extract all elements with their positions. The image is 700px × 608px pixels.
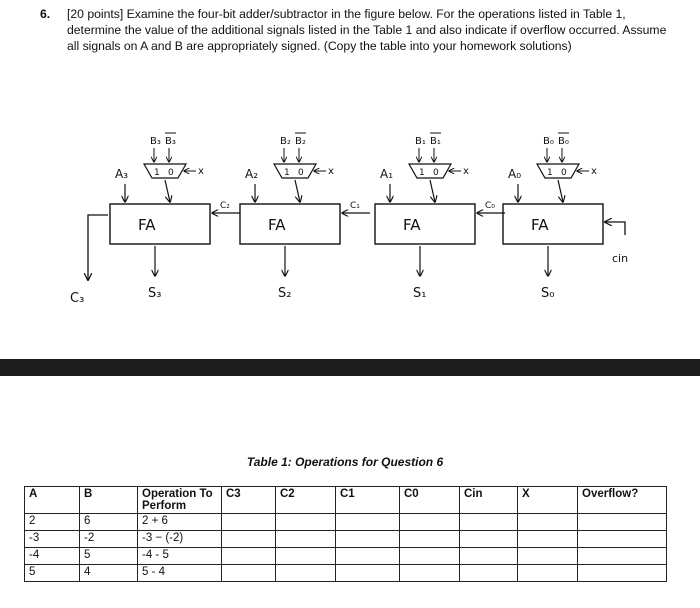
table-cell[interactable] [400,565,460,582]
table-header-cell: Cin [460,487,518,514]
table-cell[interactable] [276,565,336,582]
mux-3-select-label: x [198,166,204,177]
mux-1-in0-label: 1 [419,168,425,178]
input-a3-label: A₃ [115,167,129,181]
table-cell: 6 [80,514,138,531]
question-block [40,6,680,54]
cin-wire [605,222,625,235]
question-number: 6. [40,7,51,21]
table-header-cell: X [518,487,578,514]
full-adder-label-3: FA [138,216,156,234]
section-divider [0,359,700,376]
mux-3-in1-label: 0 [168,168,174,178]
table-cell[interactable] [518,531,578,548]
table-cell: 2 + 6 [138,514,222,531]
table-cell[interactable] [460,531,518,548]
carry-0-label: C₀ [485,201,495,211]
table-cell[interactable] [460,514,518,531]
table-cell[interactable] [222,565,276,582]
sum-1-label: S₁ [413,286,427,301]
table-cell[interactable] [222,531,276,548]
table-cell[interactable] [336,531,400,548]
operations-table [24,486,667,582]
table-cell[interactable] [276,548,336,565]
mux-1-in1-label: 0 [433,168,439,178]
full-adder-2 [240,204,340,244]
full-adder-1 [375,204,475,244]
table-cell: -4 [25,548,80,565]
mux-1-out-arrow [430,180,435,202]
input-a2-label: A₂ [245,167,259,181]
mux-2-in0-label: 1 [284,168,290,178]
mux-2-select-label: x [328,166,334,177]
table-cell: 4 [80,565,138,582]
input-b2-bar-label: B₂ [295,136,306,147]
input-b0-bar-label: B₀ [558,136,569,147]
table-cell: 5 - 4 [138,565,222,582]
table-cell[interactable] [578,531,667,548]
table-header-cell: B [80,487,138,514]
table-row [25,514,667,531]
table-header-cell: C2 [276,487,336,514]
table-header-cell: C1 [336,487,400,514]
table-cell: -2 [80,531,138,548]
table-cell[interactable] [578,514,667,531]
table-header-cell: Overflow? [578,487,667,514]
full-adder-label-1: FA [403,216,421,234]
table-cell[interactable] [336,514,400,531]
mux-3 [144,164,186,178]
table-cell[interactable] [518,548,578,565]
table-header-cell: Operation To Perform [138,487,222,514]
table-cell: -3 − (-2) [138,531,222,548]
table-header-cell: A [25,487,80,514]
question-text: [20 points] Examine the four-bit adder/subtractor in the figure below. For the operations listed in Table 1, determine the value of the additional signals listed in the Table 1 and also indicate if overflow occurred. Assume all signals on A and B are appropriately signed. (Copy the table into your homework solutions) [67,7,667,53]
table-cell[interactable] [336,548,400,565]
input-b0-label: B₀ [543,136,554,147]
table-cell[interactable] [336,565,400,582]
sum-0-label: S₀ [541,286,555,301]
mux-2 [274,164,316,178]
cin-label: cin [612,252,629,265]
mux-3-out-arrow [165,180,170,202]
sum-3-label: S₃ [148,286,162,301]
table-row [25,548,667,565]
full-adder-label-2: FA [268,216,286,234]
input-b3-bar-label: B₃ [165,136,176,147]
mux-3-in0-label: 1 [154,168,160,178]
full-adder-0 [503,204,603,244]
table-cell[interactable] [222,514,276,531]
table-header-cell: C0 [400,487,460,514]
carry-out-label: C₃ [70,291,85,306]
table-cell[interactable] [578,565,667,582]
table-header-row [25,487,667,514]
mux-1-select-label: x [463,166,469,177]
table-cell: 5 [80,548,138,565]
table-cell[interactable] [276,514,336,531]
carry-out-wire [88,215,108,280]
table-row [25,531,667,548]
table-cell[interactable] [400,548,460,565]
mux-0 [537,164,579,178]
table-cell[interactable] [400,531,460,548]
table-header-cell: C3 [222,487,276,514]
mux-2-in1-label: 0 [298,168,304,178]
table-row [25,565,667,582]
full-adder-3 [110,204,210,244]
table-cell[interactable] [518,565,578,582]
carry-1-label: C₁ [350,201,360,211]
input-b3-label: B₃ [150,136,161,147]
table-cell[interactable] [578,548,667,565]
table-cell[interactable] [460,548,518,565]
input-a0-label: A₀ [508,167,522,181]
full-adder-label-0: FA [531,216,549,234]
input-b1-label: B₁ [415,136,426,147]
mux-0-out-arrow [558,180,563,202]
mux-0-in0-label: 1 [547,168,553,178]
input-b2-label: B₂ [280,136,291,147]
table-cell[interactable] [460,565,518,582]
table-cell[interactable] [222,548,276,565]
carry-2-label: C₂ [220,201,230,211]
table-cell: -4 - 5 [138,548,222,565]
table-cell: 5 [25,565,80,582]
table-cell[interactable] [276,531,336,548]
table-caption: Table 1: Operations for Question 6 [246,455,444,469]
mux-1 [409,164,451,178]
input-a1-label: A₁ [380,167,394,181]
mux-2-out-arrow [295,180,300,202]
input-b1-bar-label: B₁ [430,136,441,147]
mux-0-select-label: x [591,166,597,177]
adder-subtractor-diagram [0,100,700,340]
mux-0-in1-label: 0 [561,168,567,178]
table-cell[interactable] [518,514,578,531]
table-cell[interactable] [400,514,460,531]
table-cell: 2 [25,514,80,531]
table-cell: -3 [25,531,80,548]
sum-2-label: S₂ [278,286,292,301]
